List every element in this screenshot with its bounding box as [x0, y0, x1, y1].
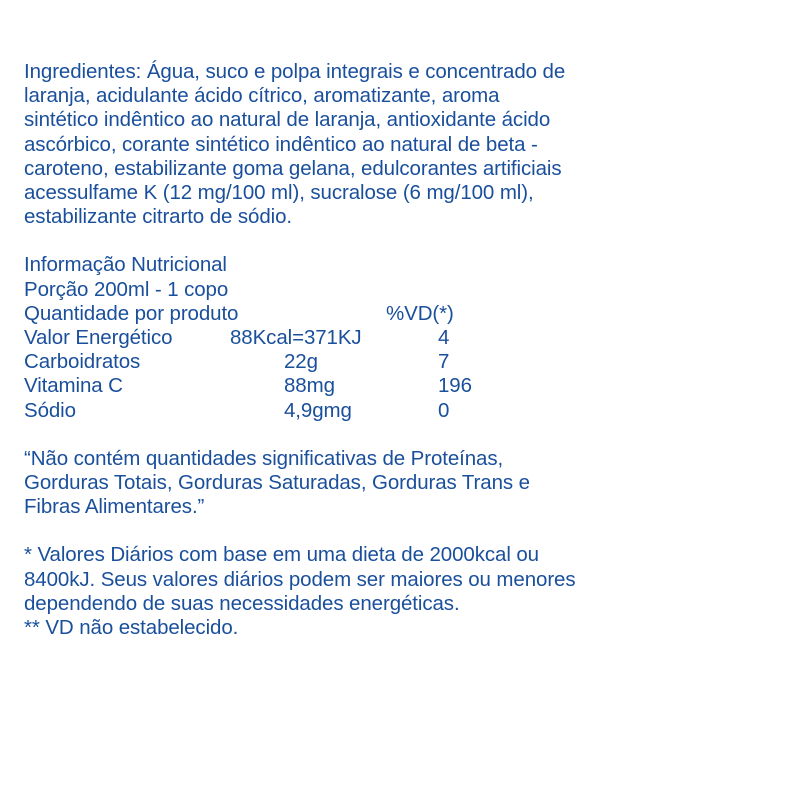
- nutrition-portion: Porção 200ml - 1 copo: [24, 277, 229, 301]
- nutrition-header-name: Quantidade por produto: [24, 301, 239, 325]
- ingredients-line: ascórbico, corante sintético indêntico ao natural de beta -: [24, 132, 538, 156]
- nutrient-quantity: 88Kcal=371KJ: [230, 326, 362, 350]
- section-spacer: [24, 229, 724, 253]
- disclaimer-line: Fibras Alimentares.”: [24, 495, 205, 519]
- ingredients-section: [24, 60, 724, 229]
- nutrition-table: [24, 253, 724, 422]
- nutrient-name: Carboidratos: [24, 350, 141, 374]
- nutrition-header-vd: %VD(*): [386, 301, 454, 325]
- nutrition-row: [24, 399, 724, 423]
- label-document: [24, 60, 724, 640]
- ingredients-line: caroteno, estabilizante goma gelana, edulcorantes artificiais: [24, 156, 562, 180]
- nutrient-quantity: 4,9gmg: [284, 398, 352, 422]
- ingredients-line: laranja, acidulante ácido cítrico, aromatizante, aroma: [24, 84, 500, 108]
- footnote-line: 8400kJ. Seus valores diários podem ser maiores ou menores: [24, 567, 576, 591]
- footnote-line: ** VD não estabelecido.: [24, 615, 239, 639]
- footnote-line: * Valores Diários com base em uma dieta de 2000kcal ou: [24, 543, 539, 567]
- disclaimer-line: Gorduras Totais, Gorduras Saturadas, Gorduras Trans e: [24, 470, 530, 494]
- nutrition-row: [24, 326, 724, 350]
- nutrition-row: [24, 350, 724, 374]
- nutrient-name: Vitamina C: [24, 374, 123, 398]
- nutrient-quantity: 88mg: [284, 374, 335, 398]
- nutrition-title: Informação Nutricional: [24, 253, 227, 277]
- ingredients-line: sintético indêntico ao natural de laranja, antioxidante ácido: [24, 108, 551, 132]
- ingredients-line: Ingredientes: Água, suco e polpa integrais e concentrado de: [24, 60, 566, 83]
- nutrient-name: Valor Energético: [24, 326, 173, 350]
- disclaimer-line: “Não contém quantidades significativas de Proteínas,: [24, 446, 504, 470]
- ingredients-line: acessulfame K (12 mg/100 ml), sucralose (6 mg/100 ml),: [24, 181, 534, 205]
- nutrition-row: [24, 374, 724, 398]
- nutrient-vd: 7: [438, 350, 450, 374]
- nutrient-vd: 4: [438, 326, 450, 350]
- footnotes-section: [24, 543, 724, 640]
- footnote-line: dependendo de suas necessidades energéticas.: [24, 591, 460, 615]
- nutrient-quantity: 22g: [284, 350, 318, 374]
- nutrient-name: Sódio: [24, 398, 76, 422]
- section-spacer: [24, 423, 724, 447]
- nutrient-vd: 0: [438, 398, 450, 422]
- section-spacer: [24, 519, 724, 543]
- nutrient-vd: 196: [438, 374, 472, 398]
- ingredients-line: estabilizante citrarto de sódio.: [24, 205, 293, 229]
- disclaimer-section: [24, 447, 724, 520]
- nutrition-header-row: [24, 302, 724, 326]
